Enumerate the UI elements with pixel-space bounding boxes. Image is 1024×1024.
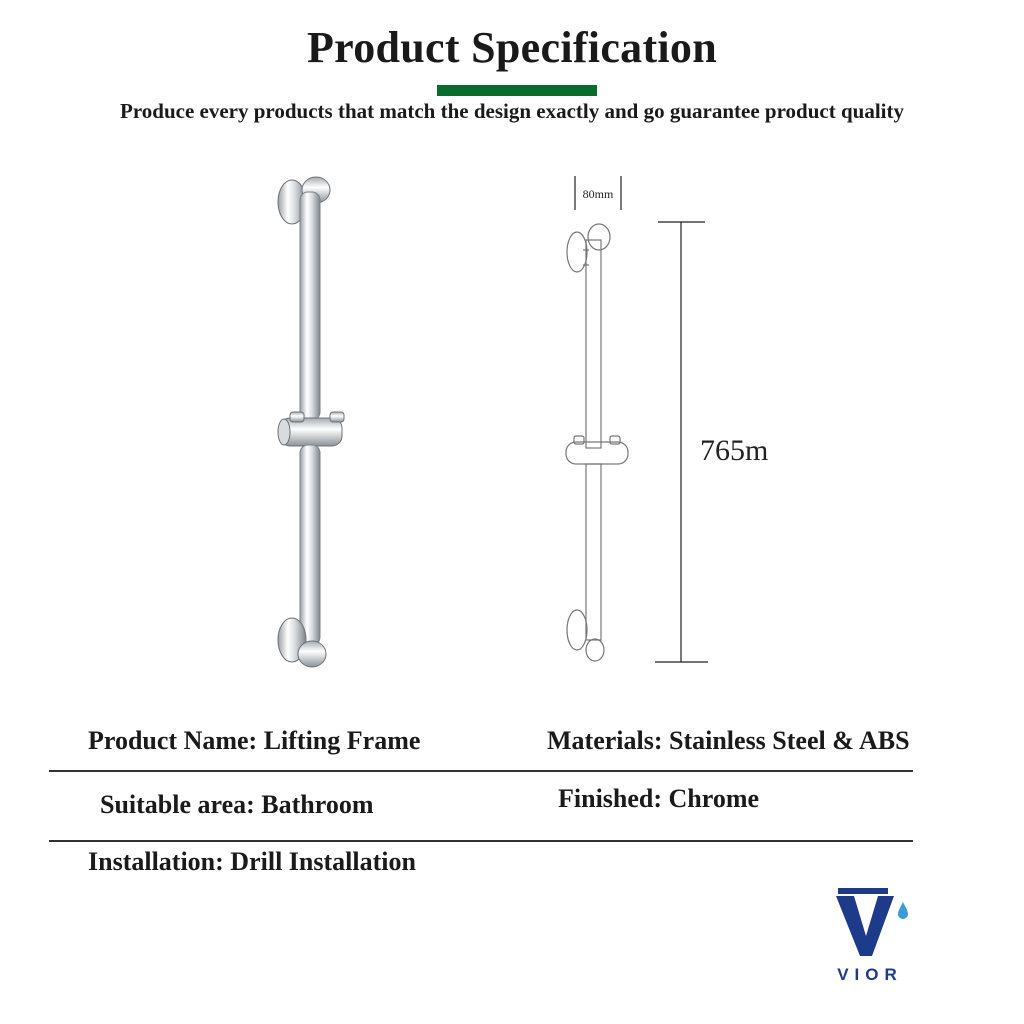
brand-name: VIOR bbox=[837, 965, 903, 984]
spec-materials: Materials: Stainless Steel & ABS bbox=[547, 726, 910, 755]
width-dimension-label: 80mm bbox=[582, 187, 614, 201]
height-dimension-label: 765m bbox=[700, 434, 769, 467]
spec-suitable-area: Suitable area: Bathroom bbox=[100, 790, 374, 819]
divider bbox=[49, 770, 913, 772]
water-drop-icon bbox=[898, 902, 908, 919]
brand-logo bbox=[828, 884, 918, 984]
divider bbox=[49, 840, 913, 842]
dimension-drawing bbox=[540, 170, 800, 680]
spec-product-name: Product Name: Lifting Frame bbox=[88, 726, 421, 755]
spec-finished: Finished: Chrome bbox=[558, 784, 760, 813]
product-photo bbox=[262, 170, 352, 680]
spec-installation: Installation: Drill Installation bbox=[88, 847, 416, 876]
page-subtitle: Produce every products that match the design exactly and go guarantee product quality bbox=[120, 99, 904, 123]
page-title: Product Specification bbox=[306, 23, 717, 72]
title-underline bbox=[437, 85, 597, 96]
